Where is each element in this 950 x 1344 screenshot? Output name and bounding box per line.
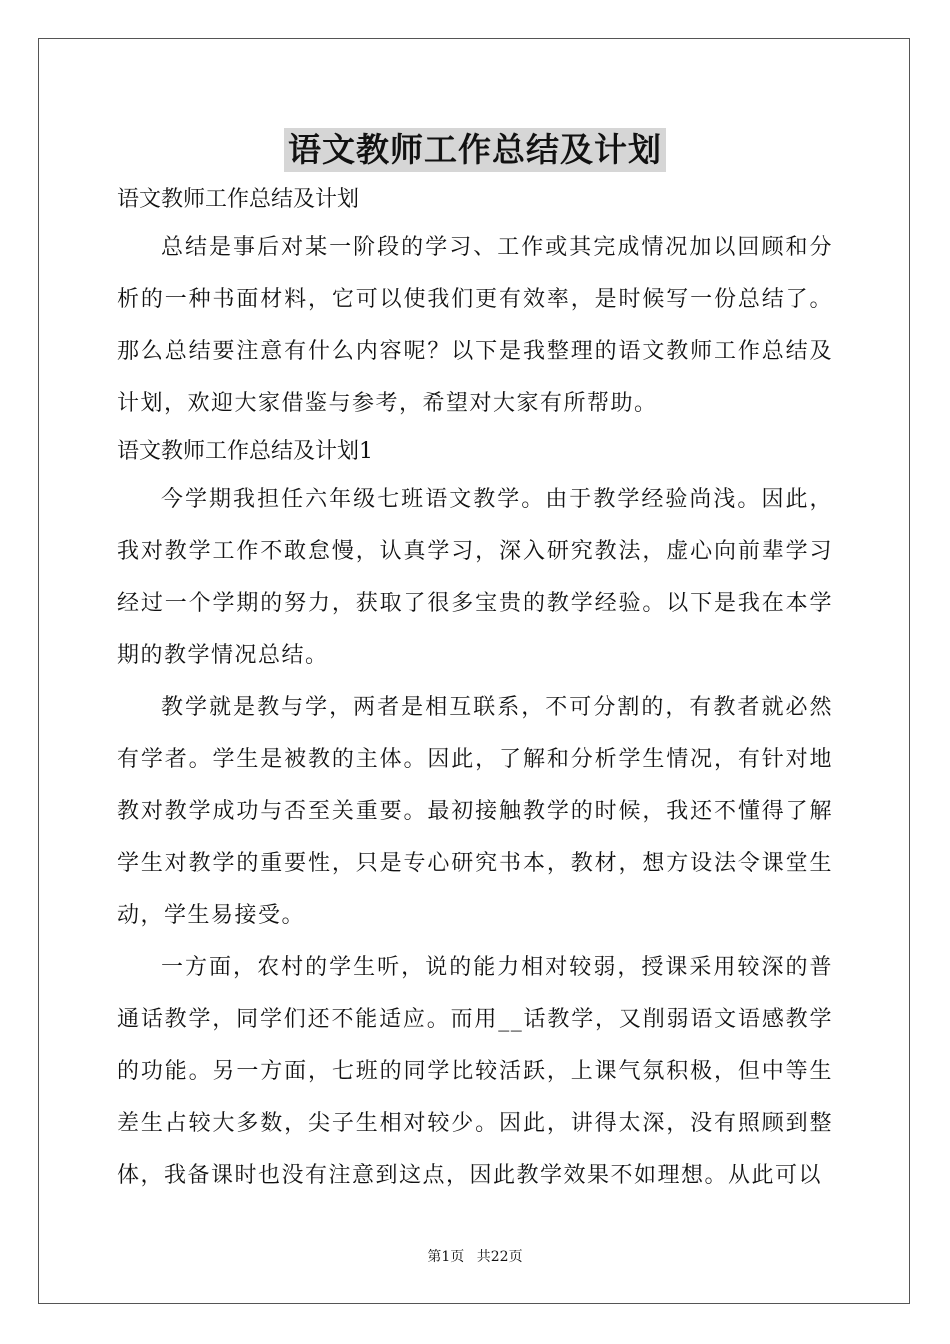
page-total: 共22页 (476, 1249, 523, 1265)
body-paragraph: 今学期我担任六年级七班语文教学。由于教学经验尚浅。因此，我对教学工作不敢怠慢，认真学习，深入研究教法，虚心向前辈学习经过一个学期的努力，获取了很多宝贵的教学经验。以下是我在本学期的教学情况总结。 (117, 487, 833, 668)
title-container (0, 128, 950, 172)
page-footer (0, 1246, 950, 1266)
body-paragraph: 教学就是教与学，两者是相互联系，不可分割的，有教者就必然有学者。学生是被教的主体。因此，了解和分析学生情况，有针对地教对教学成功与否至关重要。最初接触教学的时候，我还不懂得了解学生对教学的重要性，只是专心研究书本，教材，想方设法令课堂生动，学生易接受。 (117, 695, 833, 928)
body-paragraph: 一方面，农村的学生听，说的能力相对较弱，授课采用较深的普通话教学，同学们还不能适应。而用__话教学，又削弱语文语感教学的功能。另一方面，七班的同学比较活跃，上课气氛积极，但中等生差生占较大多数，尖子生相对较少。因此，讲得太深，没有照顾到整体，我备课时也没有注意到这点，因此教学效果不如理想。从此可以 (117, 955, 833, 1188)
subtitle: 语文教师工作总结及计划 (117, 187, 360, 212)
intro-paragraph: 总结是事后对某一阶段的学习、工作或其完成情况加以回顾和分析的一种书面材料，它可以使我们更有效率，是时候写一份总结了。那么总结要注意有什么内容呢？以下是我整理的语文教师工作总结及计划，欢迎大家借鉴与参考，希望对大家有所帮助。 (117, 235, 833, 416)
page-number: 第1页 (427, 1249, 465, 1265)
document-body (117, 178, 833, 1202)
document-title: 语文教师工作总结及计划 (284, 128, 666, 172)
section-heading: 语文教师工作总结及计划1 (117, 439, 373, 464)
